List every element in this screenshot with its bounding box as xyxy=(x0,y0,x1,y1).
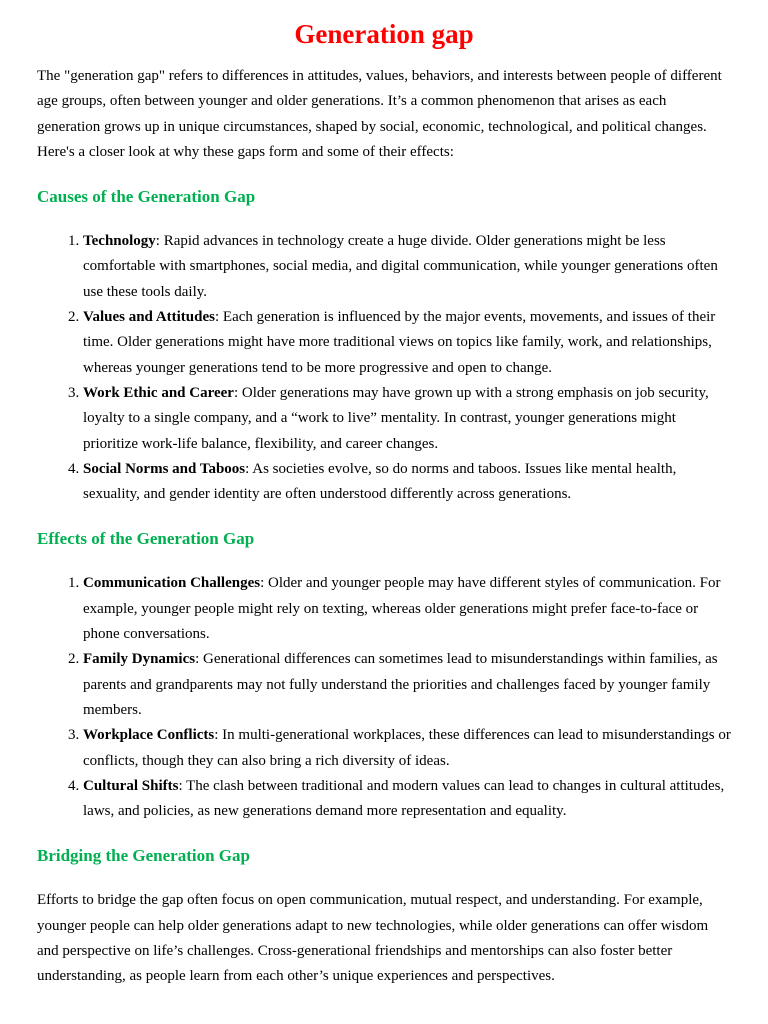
list-item-text: : Generational differences can sometimes lead to misunderstandings within families, as parents and grandparents may not fully understand the priorities and challenges faced by younger family members. xyxy=(83,651,718,718)
list-item-term: Technology xyxy=(83,233,156,250)
list-item-text: : Older and younger people may have different styles of communication. For example, younger people might rely on texting, whereas older generations might prefer face-to-face or phone conversations. xyxy=(83,575,721,643)
list-item-term: Cultural Shifts xyxy=(83,777,179,794)
list-item-text: : In multi-generational workplaces, these differences can lead to misunderstandings or conflicts, though they can also bring a rich diversity of ideas. xyxy=(83,727,731,769)
effects-heading: Effects of the Generation Gap xyxy=(37,529,255,549)
list-item-term: Communication Challenges xyxy=(83,575,261,592)
list-item-term: Work Ethic and Career xyxy=(83,384,234,401)
list-item-term: Workplace Conflicts xyxy=(83,727,215,744)
document-title: Generation gap xyxy=(294,19,474,49)
list-item xyxy=(83,723,731,774)
intro-paragraph: The "generation gap" refers to differences in attitudes, values, behaviors, and interests between people of different age groups, often between younger and older generations. It’s a common phenomenon that arises as each generation grows up in unique circumstances, shaped by social, economic, technological, and political changes. Here's a closer look at why these gaps form and some of their effects: xyxy=(37,68,722,160)
list-item xyxy=(83,229,731,305)
list-item-text: : As societies evolve, so do norms and taboos. Issues like mental health, sexuality, and gender identity are often understood differently across generations. xyxy=(83,460,677,503)
list-item xyxy=(83,305,731,381)
list-item-text: : The clash between traditional and modern values can lead to changes in cultural attitudes, laws, and policies, as new generations demand more representation and equality. xyxy=(83,777,725,820)
list-item-text: : Each generation is influenced by the major events, movements, and issues of their time. Older generations might have more traditional views on topics like family, work, and relationships, whereas younger generations tend to be more progressive and open to change. xyxy=(83,309,716,376)
list-item-text: : Older generations may have grown up with a strong emphasis on job security, loyalty to a single company, and a “work to live” mentality. In contrast, younger generations might prioritize work-life balance, flexibility, and career changes. xyxy=(83,384,709,452)
causes-heading: Causes of the Generation Gap xyxy=(37,187,256,207)
causes-list xyxy=(37,229,731,507)
list-item-term: Values and Attitudes xyxy=(83,309,215,326)
list-item xyxy=(83,381,731,457)
list-item xyxy=(83,571,731,647)
bridging-paragraph: Efforts to bridge the gap often focus on open communication, mutual respect, and understanding. For example, younger people can help older generations adapt to new technologies, while older generations can offer wisdom and perspective on life’s challenges. Cross-generational friendships and mentorships can also foster better understanding, as people learn from each other’s unique experiences and perspectives. xyxy=(37,892,709,985)
effects-list xyxy=(37,571,731,824)
list-item-term: Family Dynamics xyxy=(83,651,196,668)
list-item xyxy=(83,774,731,825)
list-item-text: : Rapid advances in technology create a huge divide. Older generations might be less comfortable with smartphones, social media, and digital communication, while younger generations often use these tools daily. xyxy=(83,233,718,300)
list-item-term: Social Norms and Taboos xyxy=(83,460,246,477)
bridging-heading: Bridging the Generation Gap xyxy=(37,846,250,866)
list-item xyxy=(83,647,731,723)
list-item xyxy=(83,457,731,508)
